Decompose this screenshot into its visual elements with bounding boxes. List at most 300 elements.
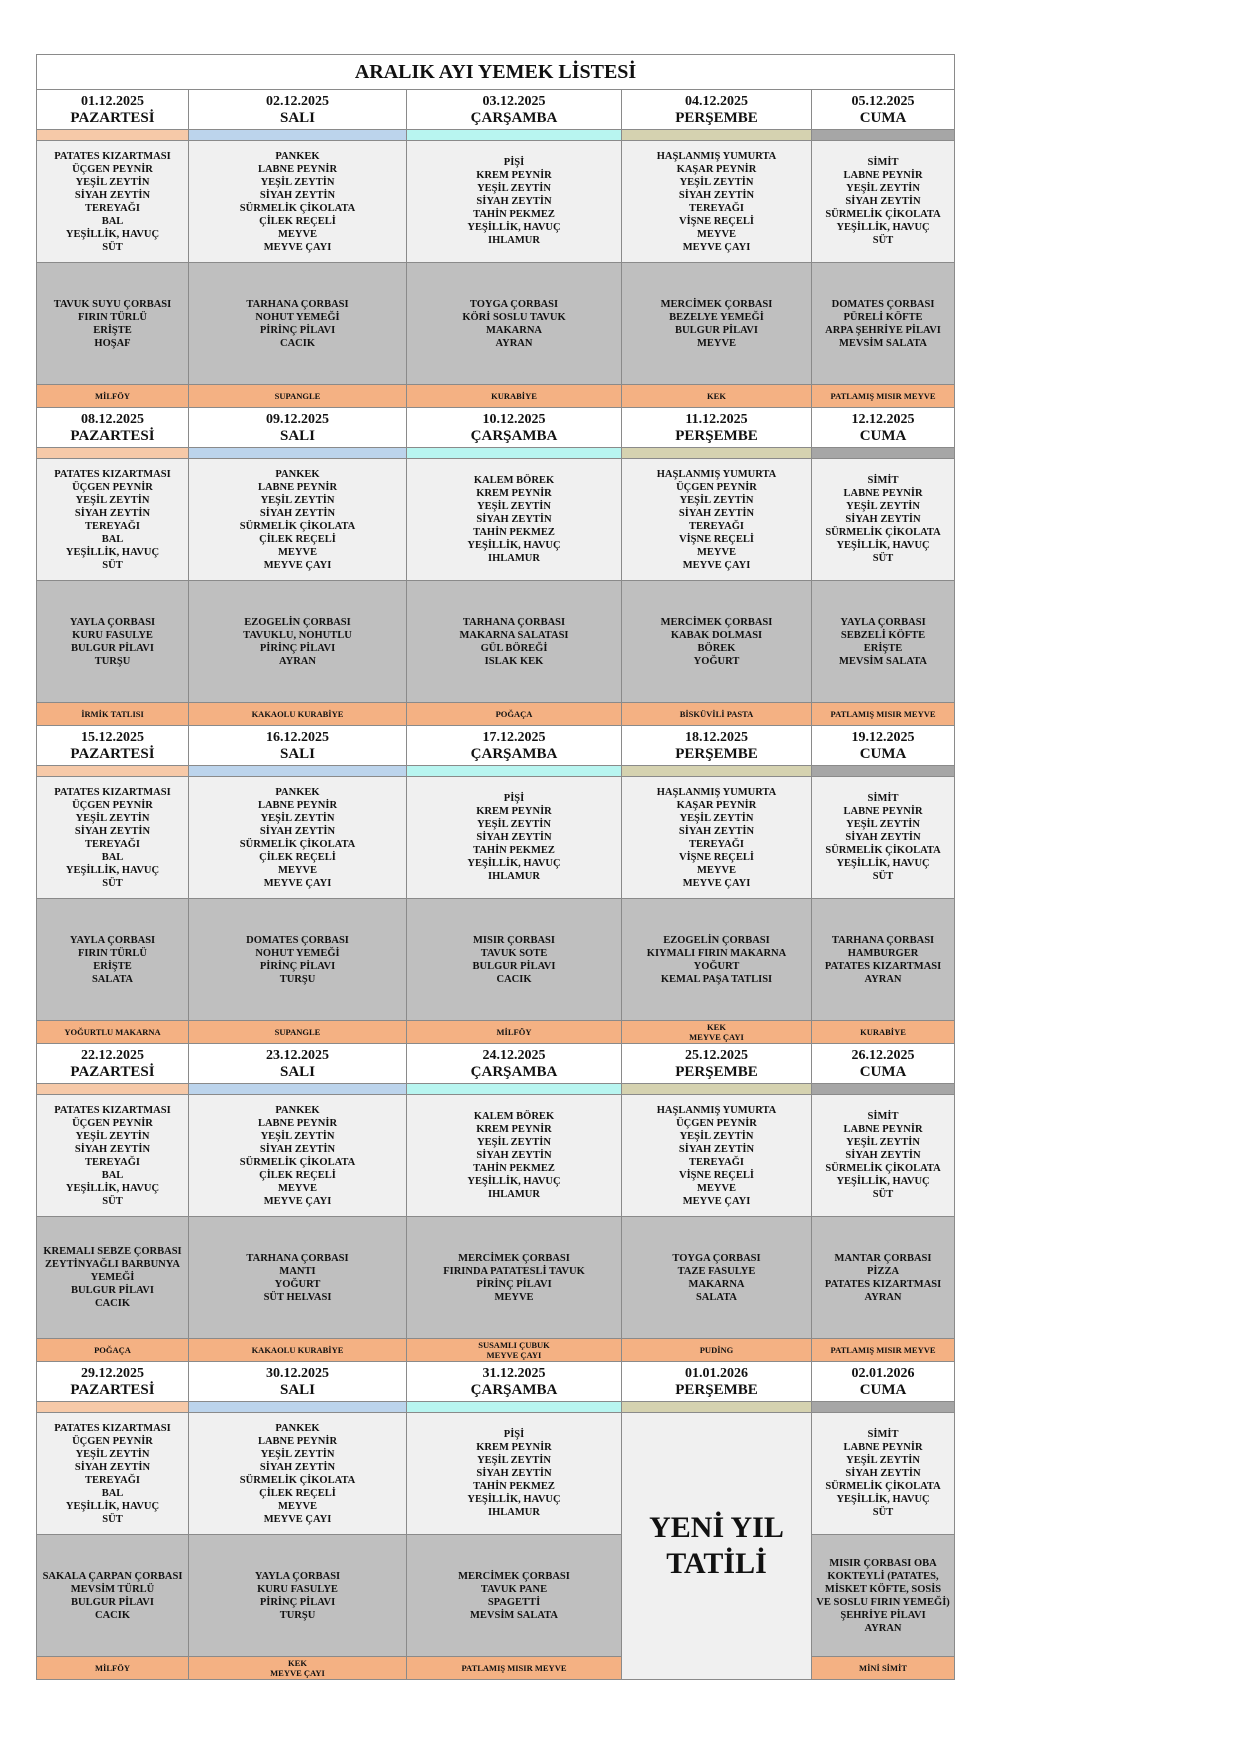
breakfast-item: SİYAH ZEYTİN: [259, 825, 336, 837]
breakfast-item: YEŞİL ZEYTİN: [846, 1455, 920, 1466]
color-stripe-row: [37, 766, 955, 777]
lunch-item: MAKARNA: [486, 324, 542, 336]
breakfast-item: SİYAH ZEYTİN: [678, 189, 755, 201]
snack-cell: [812, 1021, 955, 1044]
breakfast-item: IHLAMUR: [488, 1189, 540, 1200]
lunch-cell: [622, 581, 812, 703]
breakfast-item: KREM PEYNİR: [476, 488, 552, 499]
breakfast-item: MEYVE ÇAYI: [682, 877, 751, 889]
date-cell: [812, 408, 955, 448]
breakfast-item: YEŞİLLİK, HAVUÇ: [836, 222, 930, 233]
day-name: CUMA: [859, 1063, 907, 1080]
lunch-item: TURŞU: [279, 1609, 316, 1621]
snack-cell: [189, 1339, 407, 1362]
breakfast-item: SÜRMELİK ÇİKOLATA: [825, 209, 941, 220]
breakfast-item: SÜT: [872, 1189, 894, 1200]
lunch-item: YAYLA ÇORBASI: [69, 934, 156, 946]
lunch-cell: [37, 899, 189, 1021]
breakfast-item: SİYAH ZEYTİN: [74, 825, 151, 837]
snack-row: [37, 1339, 955, 1362]
breakfast-item: SİYAH ZEYTİN: [845, 196, 921, 207]
snack-item: KEK: [707, 391, 726, 401]
breakfast-item: SÜRMELİK ÇİKOLATA: [239, 838, 356, 850]
breakfast-row: [37, 141, 955, 263]
holiday-text: YENİ YIL: [649, 1511, 784, 1544]
date-cell: [622, 1362, 812, 1402]
snack-item: PATLAMIŞ MISIR MEYVE: [830, 1345, 936, 1355]
lunch-item: TAVUK PANE: [480, 1583, 548, 1595]
breakfast-item: PİŞİ: [503, 793, 525, 804]
snack-cell: [189, 1657, 407, 1680]
lunch-item: TARHANA ÇORBASI: [246, 1252, 349, 1264]
lunch-cell: [189, 1217, 407, 1339]
lunch-item: BULGUR PİLAVI: [71, 642, 154, 654]
lunch-item: TARHANA ÇORBASI: [462, 616, 566, 628]
lunch-item: YAYLA ÇORBASI: [69, 616, 156, 628]
breakfast-item: LABNE PEYNİR: [843, 170, 923, 181]
lunch-item: AYRAN: [495, 337, 533, 349]
lunch-item: ERİŞTE: [863, 642, 903, 654]
day-color-stripe: [407, 448, 622, 459]
breakfast-item: KREM PEYNİR: [476, 806, 552, 817]
lunch-item: MERCİMEK ÇORBASI: [660, 298, 773, 310]
snack-item: KAKAOLU KURABİYE: [251, 1345, 344, 1355]
breakfast-item: SÜRMELİK ÇİKOLATA: [239, 1156, 356, 1168]
breakfast-cell: [189, 1095, 407, 1217]
lunch-item: EZOGELİN ÇORBASI: [663, 934, 770, 946]
breakfast-cell: [189, 777, 407, 899]
color-stripe-row: [37, 1084, 955, 1095]
date-row: [37, 408, 955, 448]
snack-item: PATLAMIŞ MISIR MEYVE: [830, 391, 936, 401]
breakfast-item: TEREYAĞI: [84, 1156, 141, 1168]
date-cell: [37, 1044, 189, 1084]
breakfast-item: YEŞİLLİK, HAVUÇ: [65, 1182, 160, 1194]
breakfast-item: MEYVE ÇAYI: [263, 1195, 332, 1207]
snack-item: KAKAOLU KURABİYE: [251, 709, 344, 719]
menu-title: ARALIK AYI YEMEK LİSTESİ: [37, 55, 955, 90]
breakfast-item: MEYVE: [696, 1182, 737, 1194]
breakfast-item: YEŞİL ZEYTİN: [260, 1448, 335, 1460]
snack-item: MEYVE ÇAYI: [689, 1032, 744, 1042]
breakfast-item: SÜT: [102, 1513, 123, 1525]
breakfast-item: SÜT: [872, 553, 894, 564]
day-color-stripe: [189, 766, 407, 777]
snack-cell: [37, 385, 189, 408]
breakfast-item: ÜÇGEN PEYNİR: [676, 1117, 757, 1129]
breakfast-item: VİŞNE REÇELİ: [679, 1169, 754, 1181]
breakfast-item: BAL: [101, 533, 124, 545]
date-cell: [37, 408, 189, 448]
breakfast-item: YEŞİL ZEYTİN: [260, 494, 335, 506]
breakfast-item: SİYAH ZEYTİN: [678, 825, 755, 837]
lunch-item: ARPA ŞEHRİYE PİLAVI: [825, 324, 941, 336]
date-text: 18.12.2025: [685, 729, 748, 745]
date-cell: [622, 408, 812, 448]
breakfast-cell: [37, 1095, 189, 1217]
lunch-item: KURU FASULYE: [257, 1583, 338, 1595]
snack-cell: [407, 1339, 622, 1362]
lunch-item: TAVUKLU, NOHUTLU: [243, 629, 352, 641]
breakfast-item: IHLAMUR: [488, 871, 540, 882]
snack-item: MİNİ SİMİT: [859, 1663, 907, 1673]
day-color-stripe: [622, 130, 812, 141]
breakfast-item: KALEM BÖREK: [473, 1111, 555, 1122]
breakfast-item: MEYVE: [696, 546, 737, 558]
breakfast-item: YEŞİL ZEYTİN: [846, 501, 920, 512]
breakfast-item: IHLAMUR: [488, 553, 540, 564]
breakfast-item: MEYVE: [277, 1182, 318, 1194]
date-row: [37, 726, 955, 766]
breakfast-item: KREM PEYNİR: [476, 170, 552, 181]
date-cell: [189, 408, 407, 448]
snack-cell: [189, 1021, 407, 1044]
lunch-item: KOKTEYLİ (PATATES,: [827, 1570, 939, 1582]
lunch-item: YOĞURT: [693, 655, 740, 667]
breakfast-item: VİŞNE REÇELİ: [679, 215, 754, 227]
lunch-cell: [812, 899, 955, 1021]
date-text: 05.12.2025: [851, 93, 915, 109]
lunch-item: KURU FASULYE: [72, 629, 153, 641]
date-cell: [37, 90, 189, 130]
breakfast-cell: [37, 141, 189, 263]
date-cell: [622, 726, 812, 766]
breakfast-item: SİYAH ZEYTİN: [74, 507, 151, 519]
breakfast-item: YEŞİL ZEYTİN: [679, 1130, 754, 1142]
snack-item: PATLAMIŞ MISIR MEYVE: [830, 709, 936, 719]
snack-item: PUDİNG: [699, 1345, 734, 1355]
breakfast-item: PİŞİ: [503, 1429, 525, 1440]
breakfast-item: YEŞİLLİK, HAVUÇ: [836, 1494, 930, 1505]
day-name: CUMA: [859, 427, 907, 444]
lunch-item: SÜT HELVASI: [263, 1291, 332, 1303]
breakfast-item: LABNE PEYNİR: [257, 163, 338, 175]
day-name: ÇARŞAMBA: [470, 109, 558, 126]
lunch-item: PİZZA: [866, 1265, 900, 1277]
date-text: 25.12.2025: [685, 1047, 748, 1063]
lunch-item: FIRINDA PATATESLİ TAVUK: [443, 1265, 585, 1277]
breakfast-item: TEREYAĞI: [84, 202, 141, 214]
lunch-item: DOMATES ÇORBASI: [831, 298, 935, 310]
lunch-item: SEBZELİ KÖFTE: [840, 629, 926, 641]
breakfast-item: YEŞİL ZEYTİN: [477, 183, 551, 194]
breakfast-item: YEŞİL ZEYTİN: [477, 1137, 551, 1148]
breakfast-item: YEŞİL ZEYTİN: [846, 819, 920, 830]
snack-cell: [812, 703, 955, 726]
lunch-item: FIRIN TÜRLÜ: [78, 947, 147, 959]
snack-cell: [812, 1339, 955, 1362]
holiday-cell: [622, 1413, 812, 1680]
day-color-stripe: [622, 766, 812, 777]
breakfast-item: ÜÇGEN PEYNİR: [72, 1117, 153, 1129]
lunch-item: KEMAL PAŞA TATLISI: [660, 973, 773, 985]
date-row: [37, 90, 955, 130]
date-text: 08.12.2025: [81, 411, 144, 427]
lunch-cell: [812, 1217, 955, 1339]
day-name: ÇARŞAMBA: [470, 1381, 558, 1398]
date-text: 16.12.2025: [266, 729, 329, 745]
lunch-item: PİRİNÇ PİLAVI: [259, 960, 336, 972]
breakfast-item: ÇİLEK REÇELİ: [259, 215, 336, 227]
breakfast-item: YEŞİL ZEYTİN: [75, 812, 150, 824]
lunch-item: KABAK DOLMASI: [670, 629, 763, 641]
date-text: 02.01.2026: [851, 1365, 915, 1381]
snack-row: [37, 1657, 955, 1680]
lunch-item: FIRIN TÜRLÜ: [78, 311, 147, 323]
lunch-item: NOHUT YEMEĞİ: [255, 947, 340, 959]
snack-row: [37, 385, 955, 408]
breakfast-item: SİYAH ZEYTİN: [74, 1143, 151, 1155]
breakfast-item: YEŞİLLİK, HAVUÇ: [65, 1500, 160, 1512]
lunch-cell: [189, 263, 407, 385]
day-name: SALI: [279, 109, 316, 126]
monthly-menu-table: [36, 54, 955, 1680]
breakfast-item: SİYAH ZEYTİN: [74, 1461, 151, 1473]
lunch-cell: [407, 1217, 622, 1339]
day-name: PAZARTESİ: [70, 745, 155, 762]
snack-item: MİLFÖY: [95, 1663, 130, 1673]
breakfast-cell: [407, 1413, 622, 1535]
snack-item: KEK: [288, 1658, 307, 1668]
breakfast-item: YEŞİL ZEYTİN: [846, 183, 920, 194]
breakfast-cell: [189, 141, 407, 263]
snack-cell: [622, 1021, 812, 1044]
lunch-cell: [37, 1535, 189, 1657]
lunch-item: TURŞU: [279, 973, 316, 985]
breakfast-item: MEYVE ÇAYI: [263, 559, 332, 571]
breakfast-cell: [622, 1095, 812, 1217]
breakfast-cell: [37, 777, 189, 899]
breakfast-item: PATATES KIZARTMASI: [54, 468, 171, 480]
lunch-item: MAKARNA SALATASI: [459, 629, 569, 641]
breakfast-cell: [812, 777, 955, 899]
lunch-item: EZOGELİN ÇORBASI: [244, 616, 351, 628]
breakfast-item: LABNE PEYNİR: [257, 1117, 338, 1129]
breakfast-item: YEŞİLLİK, HAVUÇ: [65, 546, 160, 558]
day-name: PAZARTESİ: [70, 109, 155, 126]
lunch-item: MISIR ÇORBASI: [473, 934, 555, 946]
day-name: PERŞEMBE: [675, 109, 758, 126]
breakfast-item: YEŞİL ZEYTİN: [846, 1137, 920, 1148]
breakfast-item: SÜRMELİK ÇİKOLATA: [825, 845, 941, 856]
breakfast-item: LABNE PEYNİR: [843, 806, 923, 817]
breakfast-item: BAL: [101, 215, 124, 227]
lunch-item: TARHANA ÇORBASI: [246, 298, 349, 310]
breakfast-item: SİYAH ZEYTİN: [476, 196, 552, 207]
breakfast-item: VİŞNE REÇELİ: [679, 533, 754, 545]
breakfast-cell: [407, 141, 622, 263]
breakfast-item: SİMİT: [867, 1111, 899, 1122]
date-text: 04.12.2025: [685, 93, 748, 109]
breakfast-item: MEYVE: [696, 228, 737, 240]
lunch-item: ISLAK KEK: [484, 655, 544, 667]
breakfast-item: YEŞİL ZEYTİN: [75, 176, 150, 188]
lunch-cell: [622, 263, 812, 385]
breakfast-item: BAL: [101, 1169, 124, 1181]
date-text: 17.12.2025: [482, 729, 546, 745]
breakfast-item: MEYVE ÇAYI: [263, 1513, 332, 1525]
breakfast-item: YEŞİL ZEYTİN: [260, 176, 335, 188]
breakfast-row: [37, 777, 955, 899]
lunch-item: DOMATES ÇORBASI: [246, 934, 349, 946]
snack-cell: [407, 703, 622, 726]
day-color-stripe: [37, 1084, 189, 1095]
breakfast-item: ÜÇGEN PEYNİR: [72, 481, 153, 493]
lunch-item: ZEYTİNYAĞLI BARBUNYA: [45, 1259, 180, 1270]
day-name: SALI: [279, 1063, 316, 1080]
snack-cell: [37, 1339, 189, 1362]
date-text: 15.12.2025: [81, 729, 144, 745]
breakfast-item: SİYAH ZEYTİN: [476, 832, 552, 843]
lunch-item: BULGUR PİLAVI: [472, 960, 556, 972]
lunch-item: KREMALI SEBZE ÇORBASI: [43, 1246, 182, 1257]
date-text: 01.12.2025: [81, 93, 144, 109]
day-name: ÇARŞAMBA: [470, 427, 558, 444]
snack-item: İRMİK TATLISI: [81, 709, 144, 719]
breakfast-item: TEREYAĞI: [688, 838, 745, 850]
lunch-row: [37, 1535, 955, 1657]
breakfast-item: MEYVE ÇAYI: [682, 1195, 751, 1207]
breakfast-item: TAHİN PEKMEZ: [473, 1163, 555, 1174]
date-cell: [407, 408, 622, 448]
date-text: 26.12.2025: [851, 1047, 915, 1063]
breakfast-item: TEREYAĞI: [84, 1474, 141, 1486]
breakfast-item: KALEM BÖREK: [473, 475, 555, 486]
lunch-item: PİRİNÇ PİLAVI: [259, 642, 336, 654]
lunch-item: MERCİMEK ÇORBASI: [458, 1570, 570, 1582]
lunch-item: CACIK: [94, 1609, 130, 1621]
breakfast-item: SİYAH ZEYTİN: [476, 1150, 552, 1161]
day-name: PAZARTESİ: [70, 1381, 155, 1398]
breakfast-item: ÜÇGEN PEYNİR: [72, 1435, 153, 1447]
day-color-stripe: [812, 448, 955, 459]
lunch-item: HAMBURGER: [847, 947, 919, 959]
breakfast-cell: [407, 1095, 622, 1217]
breakfast-item: SİYAH ZEYTİN: [678, 507, 755, 519]
breakfast-item: TAHİN PEKMEZ: [473, 527, 555, 538]
lunch-item: TOYGA ÇORBASI: [672, 1252, 761, 1264]
breakfast-cell: [37, 459, 189, 581]
date-cell: [812, 726, 955, 766]
lunch-item: MISIR ÇORBASI OBA: [829, 1557, 937, 1569]
breakfast-cell: [812, 459, 955, 581]
breakfast-item: LABNE PEYNİR: [257, 481, 338, 493]
lunch-item: BULGUR PİLAVI: [71, 1596, 154, 1608]
lunch-item: MANTI: [279, 1265, 316, 1277]
breakfast-item: SİMİT: [867, 1429, 899, 1440]
day-color-stripe: [37, 766, 189, 777]
breakfast-item: SİYAH ZEYTİN: [678, 1143, 755, 1155]
lunch-cell: [37, 1217, 189, 1339]
date-text: 02.12.2025: [266, 93, 329, 109]
lunch-item: MEVSİM TÜRLÜ: [70, 1583, 155, 1595]
snack-item: MİLFÖY: [95, 391, 130, 401]
breakfast-item: SÜRMELİK ÇİKOLATA: [825, 527, 941, 538]
lunch-row: [37, 899, 955, 1021]
day-name: PERŞEMBE: [675, 427, 758, 444]
breakfast-item: SÜRMELİK ÇİKOLATA: [825, 1163, 941, 1174]
breakfast-item: YEŞİL ZEYTİN: [679, 494, 754, 506]
snack-cell: [812, 385, 955, 408]
date-text: 12.12.2025: [851, 411, 915, 427]
breakfast-item: PİŞİ: [503, 157, 525, 168]
lunch-item: YAYLA ÇORBASI: [254, 1570, 341, 1582]
breakfast-item: ÜÇGEN PEYNİR: [72, 799, 153, 811]
breakfast-item: YEŞİLLİK, HAVUÇ: [467, 1494, 561, 1505]
lunch-item: BEZELYE YEMEĞİ: [669, 311, 764, 323]
breakfast-item: PATATES KIZARTMASI: [54, 150, 171, 162]
date-text: 29.12.2025: [81, 1365, 144, 1381]
date-cell: [189, 1362, 407, 1402]
breakfast-row: [37, 459, 955, 581]
day-name: CUMA: [859, 1381, 907, 1398]
breakfast-item: SİYAH ZEYTİN: [845, 1150, 921, 1161]
color-stripe-row: [37, 1402, 955, 1413]
lunch-item: CACIK: [496, 973, 532, 985]
breakfast-item: YEŞİLLİK, HAVUÇ: [65, 864, 160, 876]
breakfast-item: HAŞLANMIŞ YUMURTA: [656, 150, 777, 162]
breakfast-item: YEŞİL ZEYTİN: [260, 1130, 335, 1142]
day-name: SALI: [279, 427, 316, 444]
day-color-stripe: [37, 130, 189, 141]
date-cell: [407, 1362, 622, 1402]
breakfast-item: ÇİLEK REÇELİ: [259, 1487, 336, 1499]
breakfast-item: SİYAH ZEYTİN: [845, 514, 921, 525]
lunch-cell: [622, 899, 812, 1021]
day-color-stripe: [622, 448, 812, 459]
breakfast-item: SİMİT: [867, 793, 899, 804]
lunch-cell: [189, 899, 407, 1021]
breakfast-item: SÜT: [872, 1507, 894, 1518]
breakfast-row: [37, 1095, 955, 1217]
breakfast-item: MEYVE: [696, 864, 737, 876]
breakfast-item: KAŞAR PEYNİR: [676, 163, 757, 175]
day-name: PAZARTESİ: [70, 1063, 155, 1080]
snack-cell: [37, 1657, 189, 1680]
date-cell: [622, 90, 812, 130]
lunch-cell: [37, 581, 189, 703]
breakfast-item: MEYVE ÇAYI: [682, 241, 751, 253]
lunch-item: MEYVE: [494, 1291, 534, 1303]
lunch-item: YAYLA ÇORBASI: [840, 616, 926, 628]
day-name: PERŞEMBE: [675, 745, 758, 762]
lunch-cell: [189, 581, 407, 703]
day-name: ÇARŞAMBA: [470, 1063, 558, 1080]
breakfast-item: SÜT: [102, 241, 123, 253]
breakfast-item: BAL: [101, 851, 124, 863]
date-cell: [189, 726, 407, 766]
breakfast-item: YEŞİL ZEYTİN: [75, 1130, 150, 1142]
date-cell: [812, 90, 955, 130]
lunch-item: TURŞU: [94, 655, 131, 667]
date-text: 01.01.2026: [685, 1365, 748, 1381]
breakfast-item: SÜRMELİK ÇİKOLATA: [825, 1481, 941, 1492]
breakfast-item: PANKEK: [275, 1422, 320, 1434]
breakfast-item: HAŞLANMIŞ YUMURTA: [656, 786, 777, 798]
lunch-item: MEVSİM SALATA: [839, 337, 928, 349]
breakfast-item: PATATES KIZARTMASI: [54, 786, 171, 798]
breakfast-item: PATATES KIZARTMASI: [54, 1422, 171, 1434]
snack-item: MEYVE ÇAYI: [270, 1668, 325, 1678]
date-cell: [189, 90, 407, 130]
lunch-row: [37, 263, 955, 385]
breakfast-item: ÜÇGEN PEYNİR: [72, 163, 153, 175]
lunch-item: TAZE FASULYE: [677, 1265, 756, 1277]
date-text: 24.12.2025: [482, 1047, 546, 1063]
breakfast-item: SİMİT: [867, 157, 899, 168]
breakfast-item: TEREYAĞI: [84, 520, 141, 532]
snack-cell: [37, 1021, 189, 1044]
